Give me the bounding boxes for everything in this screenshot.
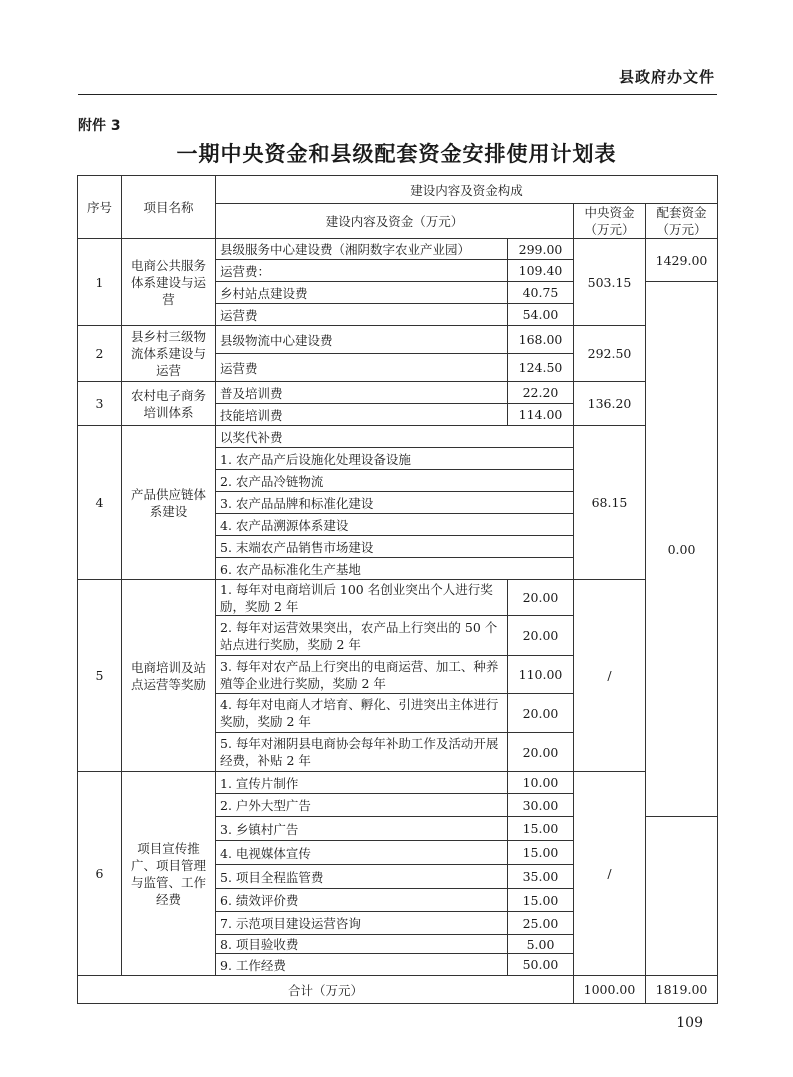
- group-2-item-2-content: 运营费: [216, 354, 508, 382]
- header-content-funds: 建设内容及资金（万元）: [216, 204, 574, 239]
- header-matching-funds: 配套资金（万元）: [646, 204, 718, 239]
- group-5-name: 电商培训及站点运营等奖励: [122, 580, 216, 772]
- header-project-name: 项目名称: [122, 176, 216, 239]
- group-4-item-6-content: 5. 末端农产品销售市场建设: [216, 536, 574, 558]
- group-5-item-1-content: 1. 每年对电商培训后 100 名创业突出个人进行奖励，奖励 2 年: [216, 580, 508, 616]
- group-6-item-1-content: 1. 宣传片制作: [216, 772, 508, 794]
- group-2-name: 县乡村三级物流体系建设与运营: [122, 326, 216, 382]
- group-6-item-6-content: 6. 绩效评价费: [216, 889, 508, 912]
- group-6-item-8-content: 8. 项目验收费: [216, 935, 508, 954]
- group-6-item-7-amount: 25.00: [508, 912, 574, 935]
- page-title: 一期中央资金和县级配套资金安排使用计划表: [176, 142, 617, 166]
- group-1-item-3-content: 乡村站点建设费: [216, 282, 508, 304]
- group-4-item-3-content: 2. 农产品冷链物流: [216, 470, 574, 492]
- funding-plan-table: [77, 175, 718, 1004]
- group-6-seq: 6: [78, 772, 122, 976]
- group-6-item-3-content: 3. 乡镇村广告: [216, 817, 508, 841]
- group-4-item-2-content: 1. 农产品产后设施化处理设备设施: [216, 448, 574, 470]
- group-3-item-1-amount: 22.20: [508, 382, 574, 404]
- total-central: 1000.00: [574, 976, 646, 1004]
- group-6-item-6-amount: 15.00: [508, 889, 574, 912]
- group-6-name: 项目宣传推广、项目管理与监管、工作经费: [122, 772, 216, 976]
- header-seq: 序号: [78, 176, 122, 239]
- header-title: 县政府办文件: [618, 68, 715, 86]
- group-5-item-4-amount: 20.00: [508, 694, 574, 733]
- group-6-item-8-amount: 5.00: [508, 935, 574, 954]
- group-1-item-4-amount: 54.00: [508, 304, 574, 326]
- group-1-matching: 1429.00: [646, 239, 718, 282]
- group-5-seq: 5: [78, 580, 122, 772]
- group-6-item-2-amount: 30.00: [508, 794, 574, 817]
- header-central-funds: 中央资金（万元）: [574, 204, 646, 239]
- group-2-item-1-content: 县级物流中心建设费: [216, 326, 508, 354]
- group-1-item-3-amount: 40.75: [508, 282, 574, 304]
- group-6-item-5-content: 5. 项目全程监管费: [216, 865, 508, 889]
- group-1-central: 503.15: [574, 239, 646, 326]
- group-4-item-1-content: 以奖代补费: [216, 426, 574, 448]
- group-6-item-3-amount: 15.00: [508, 817, 574, 841]
- group-6-item-1-amount: 10.00: [508, 772, 574, 794]
- total-matching: 1819.00: [646, 976, 718, 1004]
- group-4-seq: 4: [78, 426, 122, 580]
- group-5-item-5-amount: 20.00: [508, 733, 574, 772]
- group-3-item-2-amount: 114.00: [508, 404, 574, 426]
- group-6-item-4-content: 4. 电视媒体宣传: [216, 841, 508, 865]
- group-4-central: 68.15: [574, 426, 646, 580]
- group-6-item-9-content: 9. 工作经费: [216, 954, 508, 976]
- group-4-item-4-content: 3. 农产品品牌和标准化建设: [216, 492, 574, 514]
- group-5-item-3-content: 3. 每年对农产品上行突出的电商运营、加工、种养殖等企业进行奖励，奖励 2 年: [216, 656, 508, 694]
- group-5-item-2-amount: 20.00: [508, 616, 574, 656]
- group-1-item-2-amount: 109.40: [508, 260, 574, 282]
- group-2-item-2-amount: 124.50: [508, 354, 574, 382]
- group-6-item-2-content: 2. 户外大型广告: [216, 794, 508, 817]
- header-divider: [78, 94, 717, 95]
- group-3-item-1-content: 普及培训费: [216, 382, 508, 404]
- group-5-item-3-amount: 110.00: [508, 656, 574, 694]
- total-label: 合计（万元）: [78, 976, 574, 1004]
- group-1-item-4-content: 运营费: [216, 304, 508, 326]
- group-4-item-7-content: 6. 农产品标准化生产基地: [216, 558, 574, 580]
- group-5-item-1-amount: 20.00: [508, 580, 574, 616]
- group-4-item-5-content: 4. 农产品溯源体系建设: [216, 514, 574, 536]
- group-4-name: 产品供应链体系建设: [122, 426, 216, 580]
- group-1-name: 电商公共服务体系建设与运营: [122, 239, 216, 326]
- group-6-item-9-amount: 50.00: [508, 954, 574, 976]
- page-number: 109: [676, 1015, 703, 1031]
- group-2-seq: 2: [78, 326, 122, 382]
- group-1-item-2-content: 运营费：: [216, 260, 508, 282]
- group-1-item-1-amount: 299.00: [508, 239, 574, 260]
- group-6-item-7-content: 7. 示范项目建设运营咨询: [216, 912, 508, 935]
- group-5-item-5-content: 5. 每年对湘阴县电商协会每年补助工作及活动开展经费，补贴 2 年: [216, 733, 508, 772]
- group-2-central: 292.50: [574, 326, 646, 382]
- header-construction-group: 建设内容及资金构成: [216, 176, 718, 204]
- attachment-label: 附件 3: [78, 118, 121, 134]
- group-6-central: /: [574, 772, 646, 976]
- group-1-seq: 1: [78, 239, 122, 326]
- group-1-item-1-content: 县级服务中心建设费（湘阴数字农业产业园）: [216, 239, 508, 260]
- group-6-item-4-amount: 15.00: [508, 841, 574, 865]
- group-2-item-1-amount: 168.00: [508, 326, 574, 354]
- group-5-item-2-content: 2. 每年对运营效果突出，农产品上行突出的 50 个站点进行奖励，奖励 2 年: [216, 616, 508, 656]
- group-3-central: 136.20: [574, 382, 646, 426]
- group-3-item-2-content: 技能培训费: [216, 404, 508, 426]
- group-3-name: 农村电子商务培训体系: [122, 382, 216, 426]
- group-5-central: /: [574, 580, 646, 772]
- group-6-item-5-amount: 35.00: [508, 865, 574, 889]
- group-3-seq: 3: [78, 382, 122, 426]
- shared-matching-groups-1-4: 0.00: [646, 282, 718, 817]
- group-5-item-4-content: 4. 每年对电商人才培育、孵化、引进突出主体进行奖励，奖励 2 年: [216, 694, 508, 733]
